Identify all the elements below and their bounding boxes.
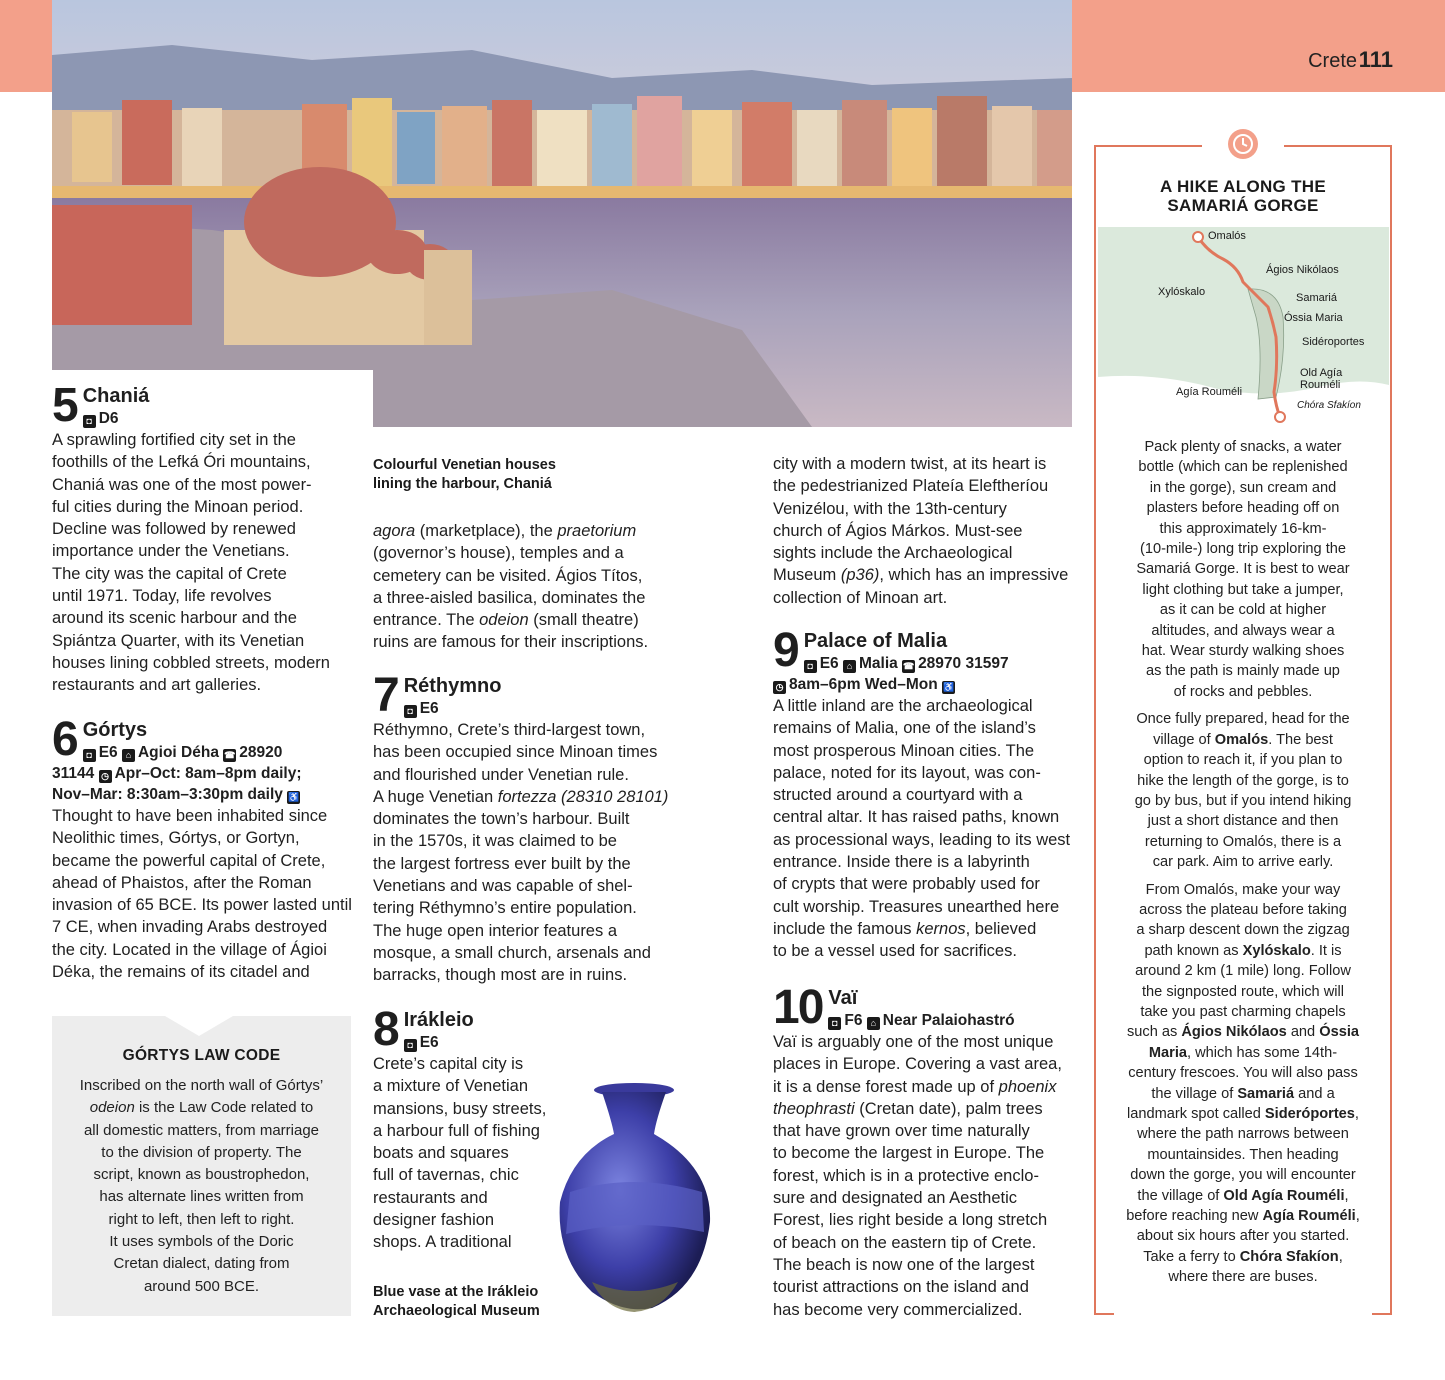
text-line: Pack plenty of snacks, a water — [1144, 439, 1342, 455]
text-line: became the powerful capital of Crete, — [52, 851, 326, 870]
text-line — [1098, 1247, 1388, 1267]
page-ref: (p36) — [840, 566, 880, 585]
text-line — [1098, 1043, 1388, 1063]
text-line: boats and squares — [373, 1144, 509, 1163]
text-line: has become very commercialized. — [773, 1300, 1023, 1319]
text-line: to the division of property. The — [101, 1143, 302, 1161]
entry-vai — [773, 981, 1073, 1321]
text-line: a three-aisled basilica, dominates the — [373, 588, 646, 607]
entry-name: Vaï — [828, 987, 858, 1009]
text-line: It uses symbols of the Doric — [109, 1233, 294, 1251]
text-span: before reaching new — [1126, 1208, 1263, 1225]
italic-term: phoenix — [998, 1077, 1057, 1096]
text-line — [773, 1098, 1073, 1120]
text-span: (Cretan date), palm trees — [854, 1099, 1043, 1118]
text-line: Vaï is arguably one of the most unique — [773, 1033, 1054, 1051]
text-line: Réthymno, Crete’s third-largest town, — [373, 721, 646, 739]
text-line: places in Europe. Covering a vast area, — [773, 1055, 1062, 1074]
entry-chania — [52, 379, 357, 697]
place-name: Sideróportes — [1264, 1106, 1355, 1122]
text-line: hat. Wear sturdy walking shoes — [1141, 643, 1345, 660]
entry-number: 5 — [52, 379, 77, 432]
entry-gortys — [52, 713, 357, 983]
place-name: Ágios Nikólaos — [1181, 1024, 1287, 1041]
box-title: GÓRTYS LAW CODE — [122, 1047, 281, 1064]
text-line: the city. Located in the village of Ágioi — [52, 940, 327, 959]
map-label: Xylóskalo — [1158, 286, 1206, 298]
accessibility-icon: ♿ — [942, 682, 955, 692]
text-line — [773, 918, 1073, 940]
text-line: as processional ways, leading to its west — [773, 830, 1071, 849]
text-span: the village of — [1151, 1085, 1238, 1102]
box-notch — [165, 1016, 233, 1036]
text-line: 7 CE, when invading Arabs destroyed — [52, 918, 328, 937]
entry-number: 9 — [773, 624, 798, 677]
hours: Apr–Oct: 8am–8pm daily; — [114, 765, 302, 782]
text-line: has been occupied since Minoan times — [373, 743, 658, 762]
text-line: city with a modern twist, at its heart is — [773, 455, 1047, 473]
text-line: as it can be cold at higher — [1159, 602, 1327, 619]
text-line: Venetians and was capable of shel- — [373, 877, 633, 896]
text-line: (governor’s house), temples and a — [373, 544, 624, 563]
gortys-continued — [373, 520, 673, 654]
text-line: of rocks and pebbles. — [1173, 683, 1313, 700]
entry-body — [52, 429, 357, 697]
text-span: (marketplace), the — [415, 522, 558, 540]
text-line: light clothing but take a jumper, — [1142, 581, 1344, 598]
text-line: A little inland are the archaeological — [773, 697, 1033, 715]
entry-name: Górtys — [82, 719, 148, 741]
text-line: a harbour full of fishing — [373, 1121, 540, 1140]
map-label: Chóra Sfakíon — [1297, 400, 1361, 411]
section-title: Crete — [1308, 50, 1357, 72]
text-line: Déka, the remains of its citadel and — [52, 963, 310, 982]
phone-icon: ☎ — [224, 750, 236, 760]
text-line: script, known as boustrophedon, — [93, 1166, 310, 1184]
hike-text — [1098, 437, 1388, 1295]
text-line: The beach is now one of the largest — [773, 1255, 1035, 1274]
text-line: about six hours after you started. — [1136, 1228, 1350, 1245]
text-line: Thought to have been inhabited since — [52, 807, 328, 825]
text-span: , which has an impressive — [879, 566, 1069, 585]
text-line — [373, 786, 673, 808]
text-line: has alternate lines written from — [99, 1188, 304, 1206]
text-line: just a short distance and then — [1147, 813, 1339, 830]
italic-term: kernos — [916, 919, 966, 938]
text-line — [773, 564, 1073, 586]
grid-ref: E6 — [419, 1034, 439, 1051]
entry-name: Réthymno — [403, 675, 502, 697]
box-text — [52, 1075, 351, 1298]
text-line: full of tavernas, chic — [373, 1166, 519, 1185]
entry-body — [773, 1031, 1073, 1321]
text-line: of crypts that were probably used for — [773, 875, 1040, 894]
text-line: Neolithic times, Górtys, or Gortyn, — [52, 829, 300, 848]
text-line: mosque, a small church, arsenals and — [373, 943, 651, 962]
text-line — [773, 1076, 1073, 1098]
accessibility-icon: ♿ — [288, 792, 300, 802]
text-line: A sprawling fortified city set in the — [52, 431, 296, 449]
text-line: houses lining cobbled streets, modern — [52, 653, 330, 672]
text-line: that have grown over time naturally — [773, 1122, 1030, 1141]
text-line: altitudes, and always wear a — [1151, 622, 1335, 639]
text-span: the village of — [1137, 1187, 1224, 1204]
harbour-photo — [52, 0, 1072, 432]
text-line: restaurants and — [373, 1188, 488, 1207]
title-line: SAMARIÁ GORGE — [1167, 196, 1319, 215]
text-line: Once fully prepared, head for the — [1136, 711, 1350, 728]
map-label-line: Rouméli — [1300, 379, 1341, 391]
page-number: 111 — [1358, 47, 1393, 72]
text-span: path known as — [1144, 942, 1243, 959]
phone-cont: 31144 — [52, 765, 95, 782]
hours: 8am–6pm Wed–Mon — [789, 676, 938, 693]
text-line: the largest fortress ever built by the — [373, 854, 631, 873]
text-line: of beach on the eastern tip of Crete. — [773, 1233, 1037, 1252]
text-line: sure and designated an Aesthetic — [773, 1189, 1018, 1208]
entry-name: Irákleio — [403, 1009, 474, 1031]
text-line: entrance. Inside there is a labyrinth — [773, 853, 1030, 872]
text-span: it is a dense forest made up of — [773, 1077, 999, 1096]
text-line: invasion of 65 BCE. Its power lasted until — [52, 896, 352, 915]
text-line: down the gorge, you will encounter — [1130, 1167, 1356, 1184]
text-line: take you past charming chapels — [1140, 1003, 1346, 1020]
text-span: village of — [1153, 731, 1215, 748]
text-line: Cretan dialect, dating from — [113, 1255, 290, 1273]
text-line: all domestic matters, from marriage — [83, 1121, 320, 1139]
text-line: Venizélou, with the 13th-century — [773, 499, 1007, 518]
text-line: Spiántza Quarter, with its Venetian — [52, 631, 305, 650]
text-span: , believed — [965, 919, 1037, 938]
italic-term: odeion — [479, 611, 529, 630]
paragraph — [1098, 437, 1388, 702]
text-line: ful cities during the Minoan period. — [52, 497, 304, 516]
text-line: bottle (which can be replenished — [1138, 459, 1348, 476]
clock-icon — [1228, 129, 1258, 159]
text-line — [1098, 1022, 1388, 1042]
text-span: Museum — [773, 566, 841, 585]
text-line: mansions, busy streets, — [373, 1099, 547, 1118]
text-line: the signposted route, which will — [1142, 983, 1344, 1000]
place-name: Omalós — [1214, 731, 1269, 748]
text-line: palace, noted for its layout, was con- — [773, 763, 1041, 782]
text-line: to be a vessel used for sacrifices. — [773, 942, 1017, 961]
address-icon: ⌂ — [867, 1017, 880, 1030]
address-icon: ⌂ — [843, 660, 856, 673]
text-line: where there are buses. — [1168, 1269, 1318, 1286]
text-line — [1098, 941, 1388, 961]
text-span: , — [1338, 1248, 1343, 1265]
entry-name: Chaniá — [82, 385, 150, 407]
text-line: and flourished under Venetian rule. — [373, 765, 629, 784]
grid-ref: D6 — [98, 410, 119, 427]
text-line: Inscribed on the north wall of Górtys’ — [79, 1077, 324, 1094]
text-line: cult worship. Treasures unearthed here — [773, 897, 1060, 916]
text-line: shops. A traditional — [373, 1233, 512, 1252]
caption-line: Archaeological Museum — [373, 1303, 540, 1319]
text-line: tering Réthymno’s entire population. — [373, 899, 637, 918]
map-pin-icon: ◘ — [404, 705, 417, 718]
place-name: Maria — [1148, 1044, 1188, 1061]
text-span: , — [1355, 1208, 1360, 1225]
text-span: Take a ferry to — [1143, 1248, 1240, 1265]
text-line: until 1971. Today, life revolves — [52, 587, 272, 606]
map-label — [1300, 367, 1342, 391]
text-line: barracks, though most are in ruins. — [373, 966, 628, 985]
text-span: A huge Venetian — [373, 787, 498, 806]
caption-line: Colourful Venetian houses — [373, 457, 556, 473]
title-line: A HIKE ALONG THE — [1160, 177, 1326, 196]
text-span: , which has some 14th- — [1187, 1044, 1338, 1061]
text-line: the pedestrianized Plateía Eleftheríou — [773, 477, 1049, 496]
gorge-map — [1098, 227, 1389, 427]
map-pin-icon: ◘ — [83, 415, 96, 428]
entry-body — [773, 695, 1073, 963]
text-line: this approximately 16-km- — [1159, 520, 1327, 537]
paragraph — [1098, 880, 1388, 1288]
text-line: remains of Malia, one of the island’s — [773, 719, 1036, 738]
text-line: returning to Omalós, there is a — [1144, 833, 1342, 850]
photo-caption — [373, 456, 673, 494]
text-line: century frescoes. You will also pass — [1128, 1065, 1358, 1082]
text-line: forest, which is in a protective enclo- — [773, 1166, 1039, 1185]
text-span: and — [1286, 1024, 1320, 1041]
text-line: in the 1570s, it was claimed to be — [373, 832, 617, 851]
text-span: . The best — [1268, 731, 1333, 748]
phone: 28920 — [239, 744, 283, 761]
text-line: where the path narrows between — [1137, 1126, 1349, 1143]
text-span: and a — [1294, 1085, 1335, 1102]
irakleio-continued — [773, 453, 1073, 609]
text-line — [1098, 730, 1388, 750]
text-line: to become the largest in Europe. The — [773, 1144, 1045, 1163]
text-line: foothills of the Lefká Óri mountains, — [52, 453, 311, 472]
text-line: structed around a courtyard with a — [773, 786, 1023, 805]
hours-cont: Nov–Mar: 8:30am–3:30pm daily — [52, 786, 283, 803]
entry-rethymno — [373, 669, 673, 987]
text-line: importance under the Venetians. — [52, 542, 290, 561]
text-line: dominates the town’s harbour. Built — [373, 810, 630, 829]
text-line: across the plateau before taking — [1139, 901, 1347, 918]
entry-number: 8 — [373, 1003, 398, 1056]
caption-line: Blue vase at the Irákleio — [373, 1284, 539, 1300]
map-label: Agía Rouméli — [1176, 386, 1243, 398]
text-line: The city was the capital of Crete — [52, 564, 287, 583]
map-pin-icon: ◘ — [828, 1017, 841, 1030]
text-line: around 500 BCE. — [143, 1277, 260, 1295]
italic-term: fortezza (28310 28101) — [497, 787, 669, 806]
text-line: Decline was followed by renewed — [52, 520, 296, 539]
place-name: Chóra Sfakíon — [1239, 1248, 1339, 1265]
grid-ref: E6 — [819, 655, 839, 672]
text-line: sights include the Archaeological — [773, 544, 1013, 563]
text-line: mountainsides. Then heading — [1147, 1146, 1339, 1163]
vase-caption — [373, 1283, 563, 1321]
text-line — [1098, 1104, 1388, 1124]
map-label: Óssia Maria — [1284, 312, 1343, 324]
text-line: Forest, lies right beside a long stretch — [773, 1211, 1048, 1230]
text-line: as the path is mainly made up — [1146, 663, 1340, 680]
hike-title — [1098, 177, 1388, 215]
text-line: around 2 km (1 mile) long. Follow — [1135, 963, 1351, 980]
clock-icon: ◷ — [773, 681, 786, 694]
text-span: is the Law Code related to — [134, 1099, 314, 1117]
address-icon: ⌂ — [122, 749, 135, 762]
text-span: , — [1344, 1187, 1349, 1204]
law-code-content — [52, 1047, 351, 1298]
clock-icon: ◷ — [99, 770, 112, 783]
text-line: ruins are famous for their inscriptions. — [373, 633, 649, 652]
place-name: Xylóskalo — [1242, 942, 1311, 959]
text-span: include the famous — [773, 919, 917, 938]
phone-icon: ☎ — [902, 661, 915, 671]
italic-term: theophrasti — [773, 1099, 855, 1118]
phone: 28970 31597 — [918, 655, 1009, 672]
text-line: Chaniá was one of the most power- — [52, 475, 312, 494]
text-line: go by bus, but if you intend hiking — [1134, 792, 1352, 809]
entry-number: 10 — [773, 981, 823, 1034]
text-line: a sharp descent down the zigzag — [1136, 922, 1350, 939]
text-line: restaurants and art galleries. — [52, 676, 262, 695]
paragraph — [1098, 709, 1388, 872]
text-line: most prosperous Minoan cities. The — [773, 741, 1035, 760]
text-span: , — [1354, 1106, 1359, 1122]
text-line: cemetery can be visited. Ágios Títos, — [373, 566, 643, 585]
entry-body — [52, 805, 357, 983]
address: Near Palaiohastró — [882, 1012, 1015, 1029]
blue-vase-photo — [552, 1082, 716, 1318]
text-span: (small theatre) — [528, 611, 639, 630]
map-label: Ágios Nikólaos — [1266, 264, 1339, 276]
text-span: . It is — [1310, 942, 1342, 959]
text-line — [373, 609, 673, 631]
text-line: right to left, then left to right. — [108, 1210, 295, 1228]
text-line: around its scenic harbour and the — [52, 609, 297, 628]
text-line: collection of Minoan art. — [773, 588, 948, 607]
text-line: option to reach it, if you plan to — [1143, 752, 1343, 769]
address: Malia — [858, 655, 898, 672]
entry-irakleio — [373, 1003, 563, 1254]
text-line: car park. Aim to arrive early. — [1152, 854, 1334, 871]
map-label: Samariá — [1296, 292, 1337, 304]
text-span: landmark spot called — [1127, 1106, 1265, 1122]
entry-body — [373, 1053, 563, 1254]
text-line — [1098, 1206, 1388, 1226]
text-line — [1098, 1186, 1388, 1206]
italic-term: odeion — [89, 1099, 135, 1117]
map-label: Omalós — [1208, 230, 1246, 242]
place-name: Agía Rouméli — [1262, 1208, 1356, 1225]
text-line — [373, 520, 673, 542]
map-pin-icon: ◘ — [804, 660, 817, 673]
italic-term: agora — [373, 522, 416, 540]
text-line — [1098, 1084, 1388, 1104]
text-line: church of Ágios Márkos. Must-see — [773, 521, 1023, 540]
text-line: plasters before heading off on — [1146, 500, 1340, 517]
map-label-line: Old Agía — [1300, 367, 1343, 379]
entry-number: 6 — [52, 713, 77, 766]
text-line: (10-mile-) long trip exploring the — [1139, 541, 1347, 558]
text-line: ahead of Phaistos, after the Roman — [52, 873, 312, 892]
place-name: Old Agía Rouméli — [1223, 1187, 1345, 1204]
text-line: From Omalós, make your way — [1145, 881, 1341, 898]
grid-ref: F6 — [844, 1012, 863, 1029]
entry-number: 7 — [373, 669, 398, 722]
text-span: such as — [1126, 1024, 1182, 1041]
text-line: hike the length of the gorge, is to — [1137, 772, 1349, 789]
place-name: Óssia — [1319, 1024, 1359, 1041]
text-line: Crete’s capital city is — [373, 1055, 524, 1073]
place-name: Samariá — [1237, 1085, 1295, 1102]
entry-malia — [773, 624, 1073, 963]
grid-ref: E6 — [98, 744, 118, 761]
map-pin-icon: ◘ — [404, 1039, 417, 1052]
text-line — [52, 1097, 351, 1119]
text-line: designer fashion — [373, 1211, 495, 1230]
text-line: Samariá Gorge. It is best to wear — [1136, 561, 1350, 578]
text-span: entrance. The — [373, 611, 480, 630]
text-line: tourist attractions on the island and — [773, 1278, 1029, 1297]
address: Agioi Déha — [137, 744, 219, 761]
text-line: in the gorge), sun cream and — [1149, 479, 1337, 496]
map-pin-icon: ◘ — [83, 749, 96, 762]
entry-name: Palace of Malia — [803, 630, 948, 652]
text-line: a mixture of Venetian — [373, 1077, 529, 1096]
text-line: central altar. It has raised paths, known — [773, 808, 1060, 827]
caption-line: lining the harbour, Chaniá — [373, 476, 552, 492]
map-label: Sidéroportes — [1302, 336, 1365, 348]
italic-term: praetorium — [557, 522, 637, 540]
text-line: The huge open interior features a — [373, 921, 617, 940]
grid-ref: E6 — [419, 700, 439, 717]
entry-body — [373, 719, 673, 987]
